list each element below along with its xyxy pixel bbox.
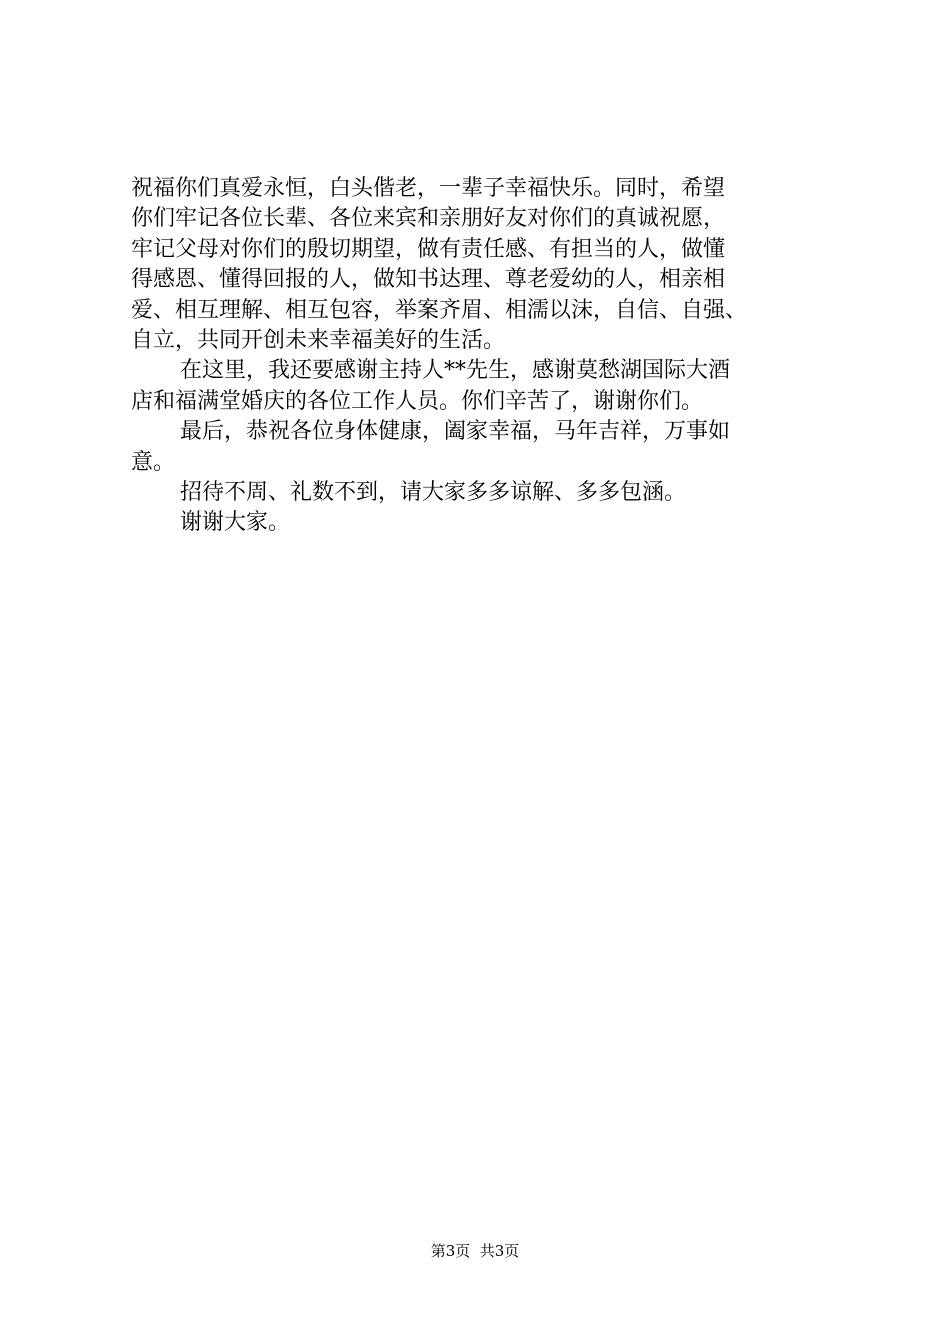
text-line: 爱、相互理解、相互包容，举案齐眉、相濡以沫，自信、自强、: [131, 297, 748, 323]
text-line: 你们牢记各位长辈、各位来宾和亲朋好友对你们的真诚祝愿，: [131, 206, 726, 232]
text-line: 招待不周、礼数不到，请大家多多谅解、多多包涵。: [180, 479, 687, 505]
text-line: 在这里，我还要感谢主持人**先生，感谢莫愁湖国际大酒: [180, 358, 731, 384]
text-line: 谢谢大家。: [180, 510, 291, 536]
body-text: [131, 174, 871, 539]
text-line: 意。: [131, 449, 176, 475]
text-line: 牢记父母对你们的殷切期望，做有责任感、有担当的人，做懂: [131, 236, 726, 262]
text-line: 自立，共同开创未来幸福美好的生活。: [131, 327, 506, 353]
text-line: 得感恩、懂得回报的人，做知书达理、尊老爱幼的人，相亲相: [131, 267, 726, 293]
text-line: 店和福满堂婚庆的各位工作人员。你们辛苦了，谢谢你们。: [131, 388, 704, 414]
text-line: 祝福你们真爱永恒，白头偕老，一辈子幸福快乐。同时，希望: [131, 176, 726, 201]
page-footer: [0, 1241, 950, 1261]
text-line: 最后，恭祝各位身体健康，阖家幸福，马年吉祥，万事如: [180, 419, 731, 445]
page-number: 第3页 共3页: [430, 1242, 520, 1260]
